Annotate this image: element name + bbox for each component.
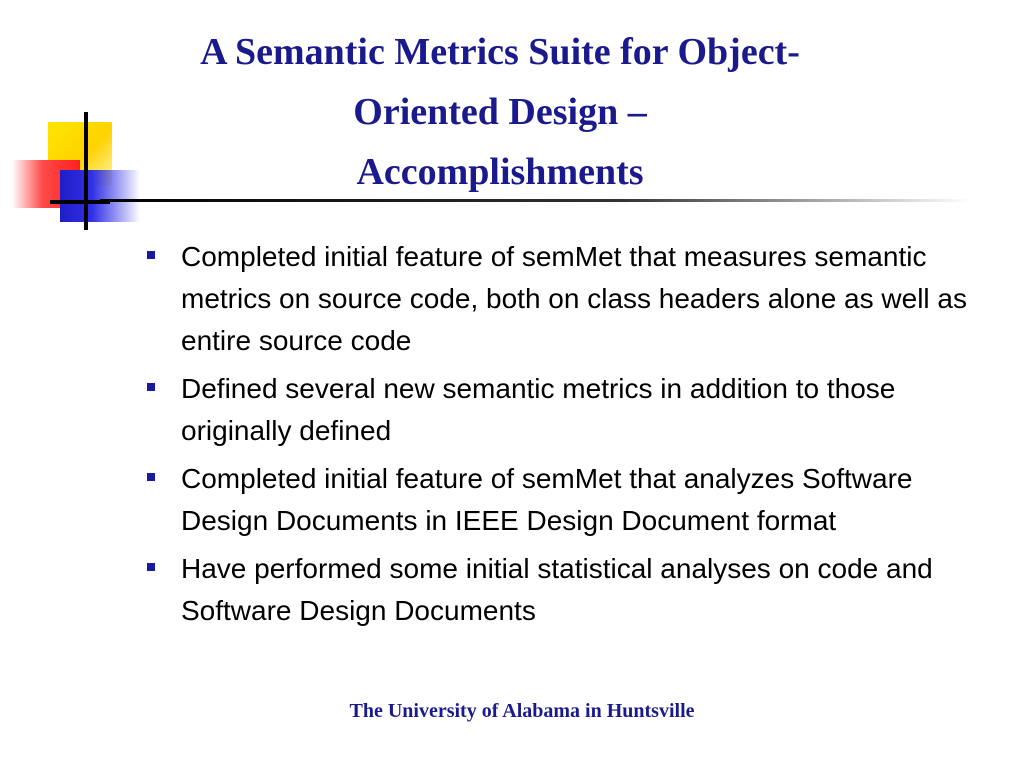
square-bullet-icon (147, 251, 155, 259)
bullet-item (140, 548, 980, 632)
square-bullet-icon (147, 473, 155, 481)
bullet-item (140, 458, 980, 542)
footer-institution: The University of Alabama in Huntsville (349, 700, 695, 722)
title-line: Accomplishments (356, 151, 644, 193)
bullet-item (140, 236, 980, 362)
bullet-text: Defined several new semantic metrics in addition to those originally defined (181, 373, 896, 446)
bullet-text: Have performed some initial statistical analyses on code and Software Design Documents (181, 553, 933, 626)
square-bullet-icon (147, 563, 155, 571)
title-line: A Semantic Metrics Suite for Object- (200, 31, 800, 73)
bullet-list (140, 236, 980, 638)
bullet-text: Completed initial feature of semMet that measures semantic metrics on source code, both on class headers alone as well as entire source code (181, 241, 967, 356)
bullet-item (140, 368, 980, 452)
bullet-text: Completed initial feature of semMet that analyzes Software Design Documents in IEEE Design Document format (181, 463, 913, 536)
title-line: Oriented Design – (353, 91, 647, 133)
vertical-line-decoration (84, 112, 88, 230)
square-bullet-icon (147, 383, 155, 391)
slide-title (120, 22, 880, 202)
